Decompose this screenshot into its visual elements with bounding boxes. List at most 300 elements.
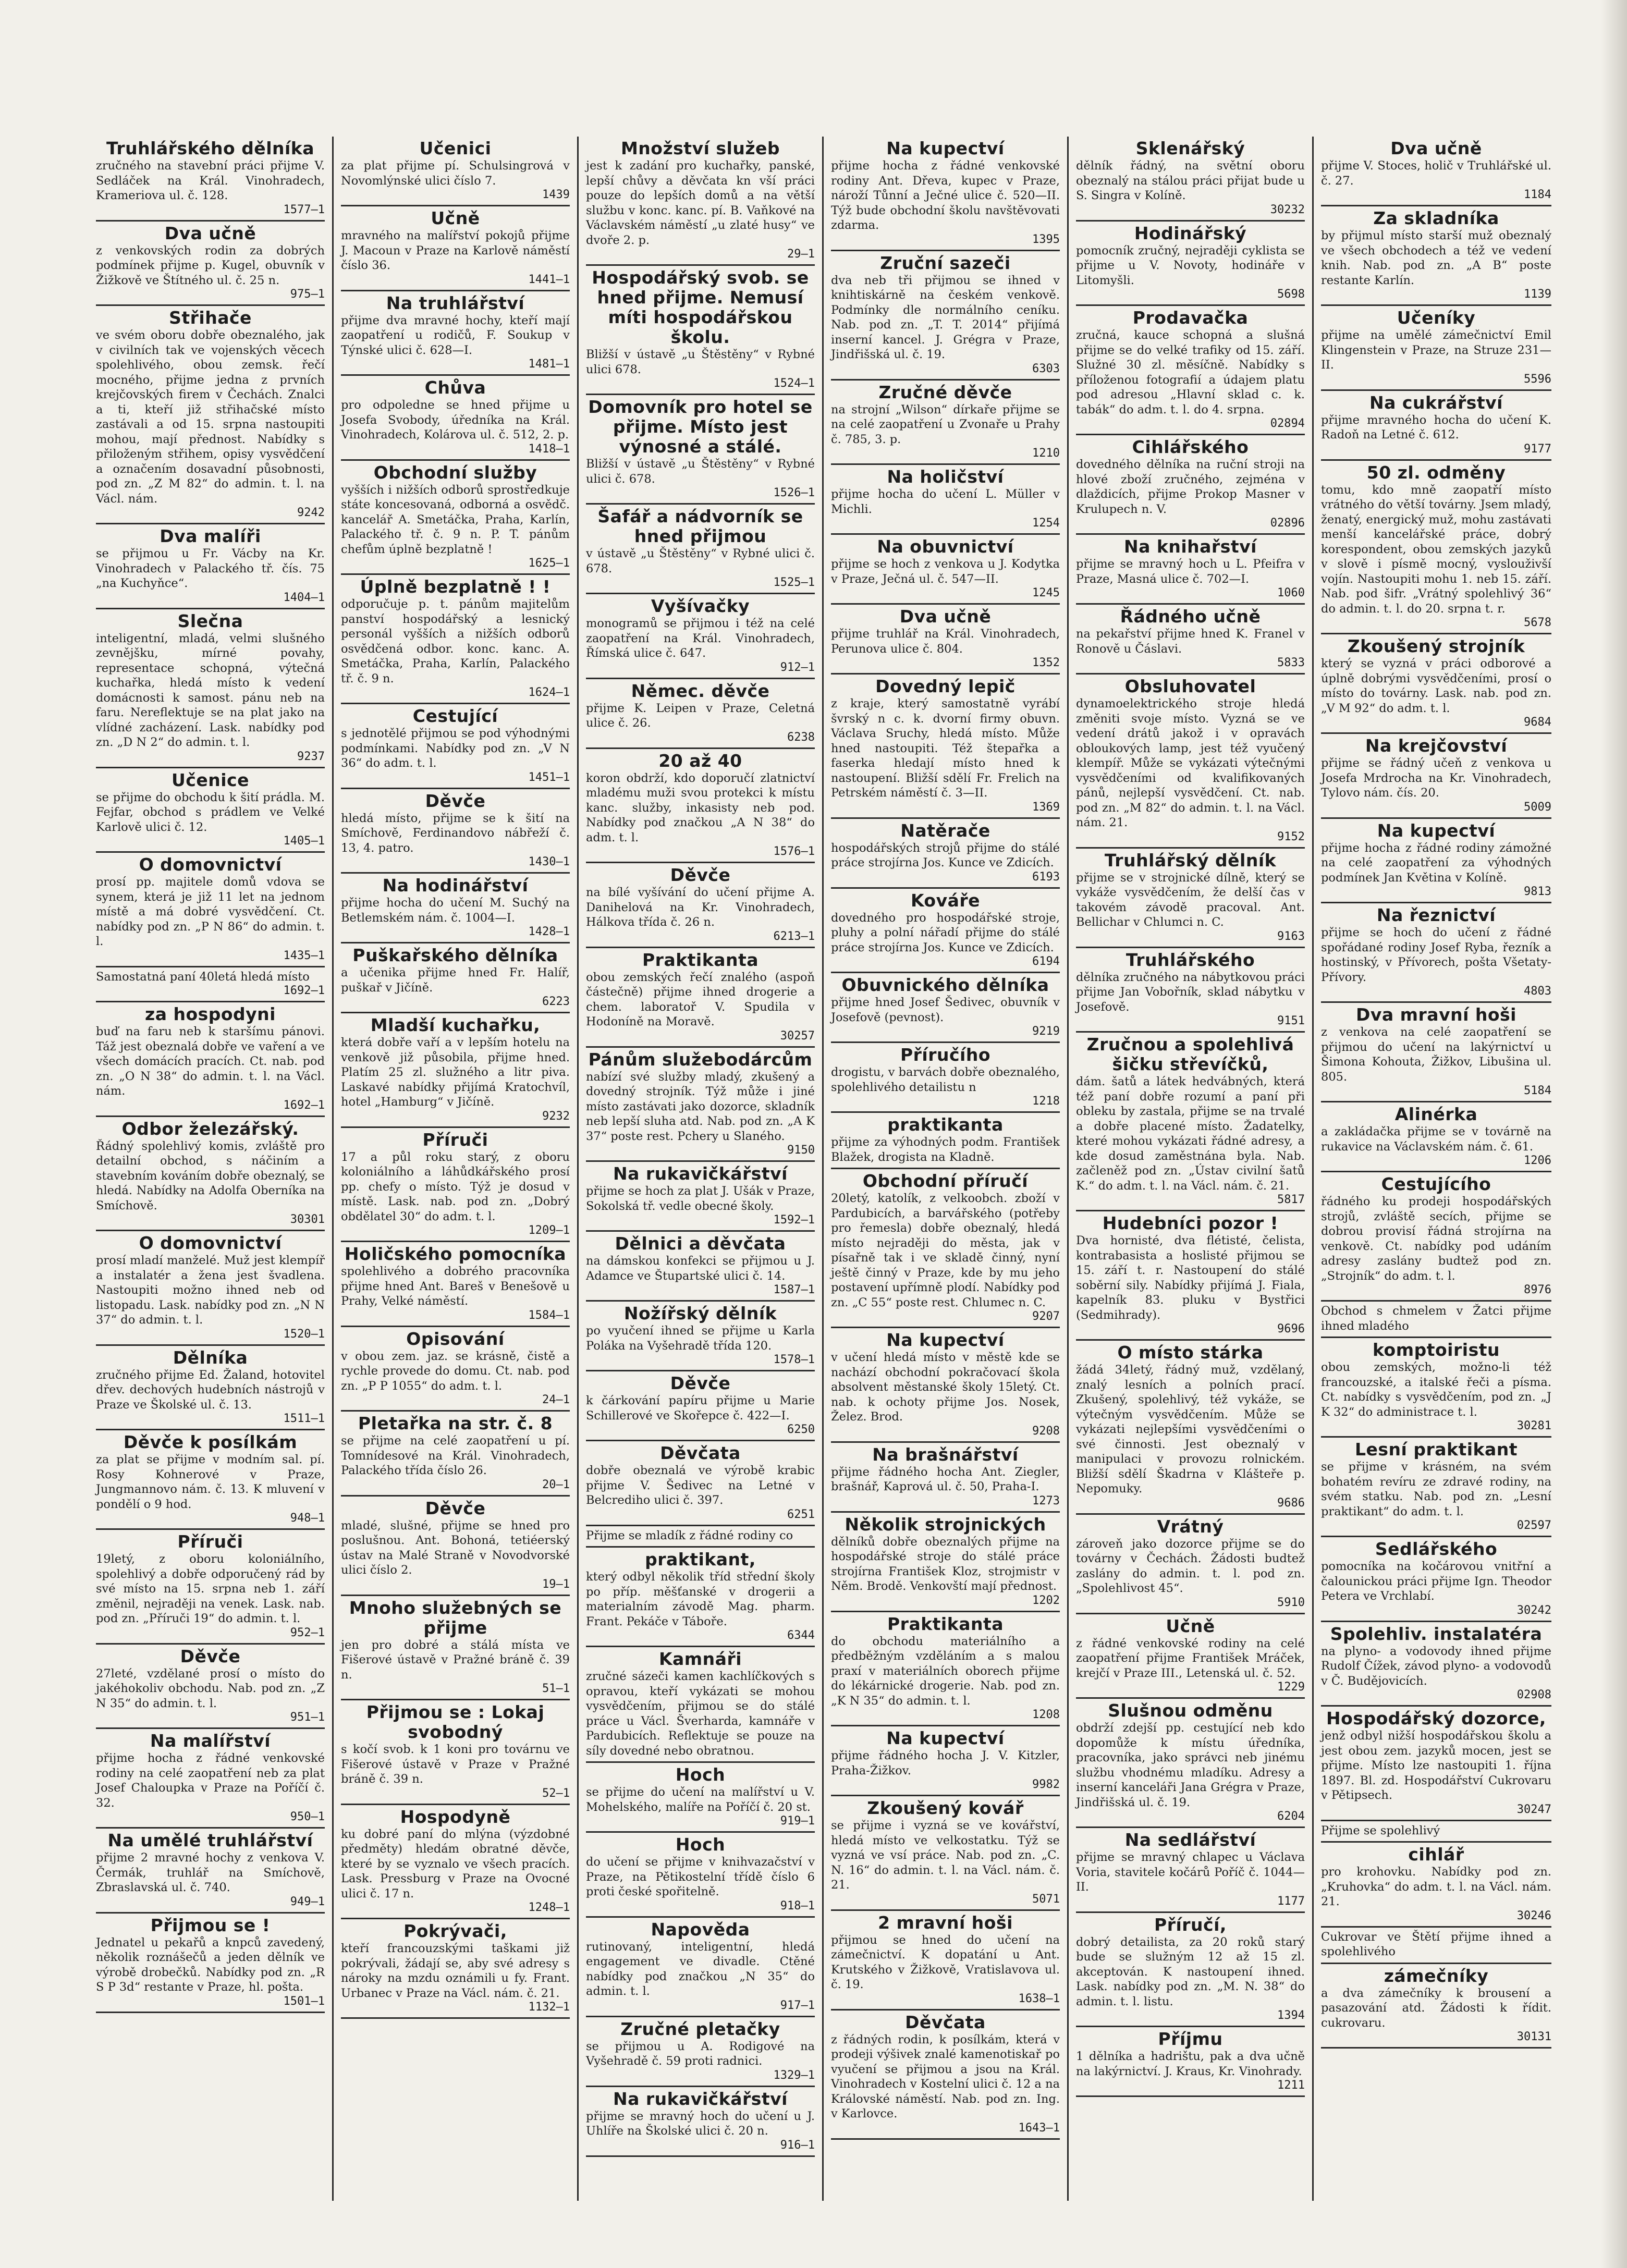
ad-text: obdrží zdejší pp. cestující neb kdo dopomůže k místu úředníka, pracovníka, jako správci neb jinému službu vhodnému mladíku. Adresy a inserní kanceláři Jana Grégra v Praze, Jindřišská ul. č. 19.	[1076, 1721, 1305, 1809]
ad-heading: Slečna	[177, 610, 243, 631]
ad-heading: Učeníky	[1397, 308, 1476, 328]
classified-ad	[96, 609, 325, 768]
ad-reference-number: 9232	[542, 1109, 570, 1123]
ad-reference-number: 9684	[1524, 716, 1551, 729]
ad-reference-number: 1587—1	[773, 1283, 815, 1296]
ad-reference-number: 6250	[787, 1423, 815, 1436]
column-3	[579, 137, 824, 2201]
classified-ad	[1321, 1537, 1551, 1622]
ad-text: se přijme do obchodu k šití prádla. M. Fejfar, obchod s prádlem ve Velké Karlově ulici č. 12.	[96, 790, 325, 834]
ad-heading: Přijmou se : Lokaj svobodný	[366, 1702, 545, 1742]
classified-ad	[831, 251, 1060, 381]
ad-text: která dobře vaří a v lepším hotelu na venkově již působila, přijme hned. Platím 25 zl. služného a litr piva. Laskavé nabídky přijímá Kratochvíl, hotel „Hamburg“ v Jičíně.	[341, 1036, 570, 1109]
ad-reference-number: 9696	[1277, 1322, 1305, 1335]
ad-reference-number: 1329—1	[773, 2068, 815, 2082]
classified-ad	[586, 1371, 815, 1441]
ad-reference-number: 9219	[1032, 1025, 1060, 1038]
ad-heading: Řádného učně	[1120, 606, 1261, 627]
ad-text: monogramů se přijmou i též na celé zaopatření na Král. Vinohradech, Římská ulice č. 647.	[586, 617, 815, 660]
classified-ad	[341, 1596, 570, 1701]
ad-reference-number: 1501—1	[283, 1994, 325, 2008]
ad-heading: Děvče	[425, 1498, 486, 1518]
classified-ad	[341, 1497, 570, 1596]
ad-reference-number: 9686	[1277, 1496, 1305, 1510]
ad-text: pomocníka na kočárovou vnitřní a čalounickou práci přijme Ign. Theodor Petera ve Vrchlabí.	[1321, 1560, 1551, 1603]
ad-reference-number: 6204	[1277, 1810, 1305, 1823]
classified-ad	[1321, 1438, 1551, 1537]
ad-reference-number: 1208	[1032, 1708, 1060, 1721]
classified-ad	[1076, 535, 1305, 605]
ad-reference-number: 917—1	[780, 1999, 815, 2012]
ad-text: kteří francouzskými taškami již pokrývali, žádají se, aby své adresy s nároky na mzdu oznámili u fy. Frant. Urbanec v Praze na Václ. nám. č. 21.	[341, 1942, 570, 2000]
classified-ad	[341, 1327, 570, 1412]
ad-reference-number: 6303	[1032, 362, 1060, 375]
ad-text: Přijme se spolehlivý	[1321, 1823, 1440, 1837]
ad-reference-number: 1511—1	[283, 1412, 325, 1425]
ad-reference-number: 1625—1	[528, 557, 570, 570]
ad-heading: Zkoušený kovář	[867, 1798, 1024, 1818]
classified-ad	[1076, 306, 1305, 435]
ad-text: přijme řádného hocha J. V. Kitzler, Praha-Žižkov.	[831, 1749, 1060, 1777]
classified-ad	[1076, 1828, 1305, 1913]
ad-heading: Na krejčovství	[1365, 735, 1508, 756]
ad-reference-number: 02894	[1270, 417, 1305, 430]
ad-text: k čárkování papíru přijme u Marie Schillerové ve Skořepce č. 422—I.	[586, 1394, 815, 1423]
ad-heading: Hospodyně	[400, 1806, 511, 1827]
ad-text: odporučuje p. t. pánům majitelům panství hospodářský a lesnický personál vyšších a nižších odborů osvědčená odbor. konc. kanc. A. Smetáčka, Praha, Karlín, Palackého tř. č. 9 n.	[341, 597, 570, 685]
ad-heading: Pánům služebodárcům	[588, 1049, 813, 1070]
classified-ad	[341, 137, 570, 206]
ad-text: hledá místo, přijme se k šití na Smíchově, Ferdinandovo nábřeží č. 13, 4. patro.	[341, 811, 570, 855]
ad-text: za plat přijme pí. Schulsingrová v Novomlýnské ulici číslo 7.	[341, 159, 570, 188]
classified-ad	[1076, 948, 1305, 1033]
ad-reference-number: 9163	[1277, 929, 1305, 943]
ad-text: přijme se mravný hoch do učení u J. Uhlíře na Školské ulici č. 20 n.	[586, 2109, 815, 2138]
ad-heading: Obuvnického dělníka	[841, 975, 1049, 995]
ad-heading: Dělnici a děvčata	[615, 1233, 786, 1254]
classified-ad	[586, 948, 815, 1048]
ad-text: se přijme v krásném, na svém bohatém revíru ze zdravé rodiny, na svém statku. Nab. pod zn. „Lesní praktikant“ do adm. t. l.	[1321, 1460, 1551, 1518]
ad-reference-number: 919—1	[780, 1815, 815, 1828]
ad-heading: Mladší kuchařku,	[370, 1015, 541, 1035]
ad-reference-number: 918—1	[780, 1899, 815, 1913]
ad-reference-number: 6238	[787, 730, 815, 744]
ad-heading: Pletařka na str. č. 8	[358, 1413, 553, 1433]
classified-ad	[1076, 605, 1305, 675]
ad-heading: Děvčata	[660, 1443, 741, 1463]
column-4	[824, 137, 1069, 2201]
ad-text: dva neb tři přijmou se ihned v knihtiskárně na českém venkově. Podmínky dle normálního ceníku. Nab. pod zn. „T. T. 2014“ přijímá inserní kancel. J. Grégra v Praze, Jindřišská ul. č. 19.	[831, 273, 1060, 361]
ad-text: v ústavě „u Štěstěny“ v Rybné ulici č. 678.	[586, 547, 815, 575]
ad-reference-number: 1132—1	[528, 2001, 570, 2014]
ad-text: se přijmou u A. Rodigové na Vyšehradě č. 59 proti radnici.	[586, 2039, 815, 2068]
ad-heading: 20 až 40	[658, 750, 742, 771]
ad-text: a zakládačka přijme se v továrně na rukavice na Václavském nám. č. 61.	[1321, 1125, 1551, 1154]
ad-text: v učení hledá místo v městě kde se nachází obchodní pokračovací škola absolvent městanské školy 15letý. Ct. nab. k ochoty přijme Jos. Nosek, Želez. Brod.	[831, 1351, 1060, 1424]
ad-reference-number: 51—1	[542, 1682, 570, 1695]
ad-reference-number: 9982	[1032, 1778, 1060, 1791]
ad-text: po vyučení ihned se přijme u Karla Poláka na Vyšehradě třída 120.	[586, 1324, 815, 1353]
ad-reference-number: 02896	[1270, 517, 1305, 530]
ad-heading: Na řeznictví	[1376, 905, 1496, 925]
classified-ad	[586, 1048, 815, 1162]
ad-text: zručného na stavební práci přijme V. Sedláček na Král. Vinohradech, Krameriova ul. č. 128.	[96, 159, 325, 202]
classified-ad	[96, 1117, 325, 1232]
ad-text: z řádné venkovské rodiny na celé zaopatření přijme František Mráček, krejčí v Praze III., Letenská ul. č. 52.	[1076, 1636, 1305, 1680]
ad-text: se přijme i vyzná se ve kovářství, hledá místo ve velkostatku. Týž se vyzná ve vsí práce. Nab. pod zn. „C. N. 16“ do admin. t. l. na Václ. nám. č. 21.	[831, 1819, 1060, 1892]
ad-text: Obchod s chmelem v Žatci přijme ihned mladého	[1321, 1304, 1551, 1333]
ad-heading: Přijmou se !	[150, 1915, 271, 1935]
ad-text: s kočí svob. k 1 koni pro továrnu ve Fišerové ústavě v Praze v Pražné bráně č. 39 n.	[341, 1743, 570, 1786]
ad-heading: Šafář a nádvorník se hned přijmou	[597, 506, 803, 546]
ad-text: přijme za výhodných podm. František Blažek, drogista na Kladně.	[831, 1135, 1060, 1164]
ad-text: jen pro dobré a stálá místa ve Fišerové ústavě v Pražné bráně č. 39 n.	[341, 1638, 570, 1682]
ad-text: 19letý, z oboru koloniálního, spolehlivý a dobře odporučený rád by své místo na 15. srpna neb 1. září změnil, nejraději na venek. Lask. nab. pod zn. „Příruči 19“ do admin. t. l.	[96, 1552, 325, 1625]
classified-ad	[1321, 734, 1551, 819]
ad-heading: za hospodyni	[144, 1004, 276, 1024]
ad-heading: Praktikanta	[642, 949, 759, 970]
ad-heading: cihlář	[1408, 1844, 1464, 1865]
ad-reference-number: 52—1	[542, 1786, 570, 1800]
classified-ad	[1321, 1928, 1551, 1964]
classified-ad	[96, 1002, 325, 1117]
ad-reference-number: 02597	[1516, 1519, 1551, 1532]
ad-reference-number: 30281	[1516, 1419, 1551, 1432]
classified-ad	[831, 1113, 1060, 1169]
ad-text: mravného na malířství pokojů přijme J. Macoun v Praze na Karlově náměstí číslo 36.	[341, 229, 570, 272]
classified-ad	[1321, 903, 1551, 1003]
ad-heading: praktikanta	[887, 1114, 1004, 1135]
classified-ad	[96, 1346, 325, 1431]
ad-heading: Truhlářský dělník	[1104, 850, 1277, 871]
ad-text: řádného ku prodeji hospodářských strojů, zvláště secích, přijme se dobrou provisí řádná strojírna na venkově. Ct. nabídky pod udáním adresy zaslány budtež pod zn. „Strojník“ do adm. t. l.	[1321, 1195, 1551, 1283]
classified-ad	[586, 1526, 815, 1548]
ad-reference-number: 1692—1	[283, 984, 325, 997]
classified-ad	[586, 1232, 815, 1302]
ad-text: se přijmou u Fr. Vácby na Kr. Vinohradech v Palackého tř. čís. 75 „na Kuchyňce“.	[96, 547, 325, 590]
ad-heading: Děvče	[670, 865, 731, 885]
ad-text: Přijme se mladík z řádné rodiny co	[586, 1528, 793, 1542]
ad-heading: Na kupectví	[886, 1330, 1005, 1350]
ad-reference-number: 30242	[1516, 1603, 1551, 1617]
classified-ad	[96, 1729, 325, 1829]
ad-reference-number: 916—1	[780, 2138, 815, 2152]
classified-ad	[1321, 1964, 1551, 2049]
ad-text: a učenika přijme hned Fr. Halíř, puškař v Jičíně.	[341, 966, 570, 995]
ad-heading: Děvče	[670, 1373, 731, 1393]
ad-reference-number: 1435—1	[283, 949, 325, 962]
ad-heading: Obsluhovatel	[1124, 676, 1256, 696]
ad-heading: Mnoho služebných se přijme	[349, 1597, 562, 1638]
ad-text: dělník řádný, na světní oboru obeznalý na stálou práci přijat bude u S. Singra v Kolíně.	[1076, 159, 1305, 202]
ad-reference-number: 975—1	[290, 288, 325, 301]
ad-reference-number: 9237	[297, 750, 325, 763]
ad-heading: Zručnou a spolehlivá šičku střevíčků,	[1086, 1034, 1294, 1074]
ad-text: na dámskou konfekci se přijmou u J. Adamce ve Štupartské ulici č. 14.	[586, 1254, 815, 1283]
ad-text: přijme se mravný chlapec u Václava Voria, stavitele kočárů Poříč č. 1044—II.	[1076, 1850, 1305, 1894]
ad-reference-number: 02908	[1516, 1688, 1551, 1701]
classified-ad	[1321, 819, 1551, 904]
classified-ad	[341, 874, 570, 943]
ad-reference-number: 30301	[290, 1213, 325, 1226]
ad-reference-number: 30232	[1270, 203, 1305, 216]
ad-reference-number: 1520—1	[283, 1327, 325, 1341]
classified-ad	[586, 863, 815, 948]
classified-ad	[96, 853, 325, 967]
classified-ad	[96, 1530, 325, 1645]
ad-text: Bližší v ústavě „u Štěstěny“ v Rybné ulici č. 678.	[586, 457, 815, 486]
ad-text: a dva zámečníky k brousení a pasazování atd. Žádosti k řídit. cukrovaru.	[1321, 1986, 1551, 2030]
ad-heading: Příruči	[177, 1531, 243, 1552]
ad-reference-number: 1643—1	[1018, 2121, 1060, 2135]
classified-ad	[586, 594, 815, 679]
ad-text: 27leté, vzdělané prosí o místo do jakéhokoliv obchodu. Nab. pod zn. „Z N 35“ do admin. t. l.	[96, 1666, 325, 1710]
ad-heading: Hoch	[675, 1764, 726, 1785]
ad-text: přijme dva mravné hochy, kteří mají zaopatření u rodičů, F. Soukup v Týnské ulici č. 628—I.	[341, 313, 570, 357]
classified-ad	[831, 535, 1060, 605]
ad-reference-number: 1206	[1524, 1154, 1551, 1167]
ad-text: přijme hocha z řádné rodiny zámožné na celé zaopatření za výhodných podmínek Jan Květina v Kolíně.	[1321, 841, 1551, 885]
ad-reference-number: 6344	[787, 1629, 815, 1642]
ad-heading: Puškařského dělníka	[352, 945, 558, 965]
ad-reference-number: 9242	[297, 506, 325, 519]
ad-reference-number: 8976	[1524, 1283, 1551, 1296]
ad-heading: Kováře	[910, 890, 981, 911]
classified-ad	[1076, 1515, 1305, 1614]
ad-text: se přijme do učení na malířství u V. Mohelského, malíře na Poříčí č. 20 st.	[586, 1785, 815, 1814]
ad-text: 17 a půl roku starý, z oboru koloniálního a láhůdkářského prosí pp. chefy o místo. Týž je dosud v místě. Lask. nab. pod zn. „Dobrý obdělatel 30“ do adm. t. l.	[341, 1150, 570, 1223]
ad-heading: Příruči	[422, 1129, 488, 1150]
classified-ad	[831, 1612, 1060, 1727]
ad-text: který odbyl několik tříd střední školy po příp. měšťanské v drogerii a materialním závodě Mag. pharm. Frant. Pekáče v Táboře.	[586, 1570, 815, 1628]
ad-text: dělníka zručného na nábytkovou práci přijme Jan Vobořník, sklad nábytku v Josefově.	[1076, 970, 1305, 1014]
classified-ad	[1321, 306, 1551, 391]
ad-text: Samostatná paní 40letá hledá místo	[96, 970, 310, 984]
ad-reference-number: 951—1	[290, 1711, 325, 1724]
ad-text: dobře obeznalá ve výrobě krabic přijme V. Šedivec na Letné v Belcrediho ulici č. 397.	[586, 1464, 815, 1507]
ad-reference-number: 1577—1	[283, 203, 325, 216]
classified-ad	[586, 679, 815, 749]
classified-ad	[341, 1242, 570, 1327]
classified-ad	[586, 395, 815, 505]
classified-ad	[1076, 849, 1305, 948]
classified-ad	[1321, 391, 1551, 461]
ad-reference-number: 1405—1	[283, 835, 325, 848]
ad-text: by přijmul místo starší muž obeznalý ve všech obchodech a též ve vedení knih. Nab. pod zn. „A B“ poste restante Karlín.	[1321, 229, 1551, 287]
ad-heading: Domovník pro hotel se přijme. Místo jest výnosné a stálé.	[588, 397, 813, 457]
ad-text: z kraje, který samostatně vyrábí švrský n c. k. dvorní firmy obuvn. Václava Sruchy, hledá místo. Může hned nastoupiti. Též štepařka a faserka hledají místo hned k nastoupení. Bližší sdělí Fr. Frelich na Petrském náměstí č. 3—II.	[831, 697, 1060, 800]
classified-ad	[1321, 634, 1551, 734]
ad-reference-number: 1418—1	[528, 442, 570, 456]
ad-text: se přijme na celé zaopatření u pí. Tomnídesové na Král. Vinohradech, Palackého třída číslo 26.	[341, 1434, 570, 1477]
ad-heading: Zruční sazeči	[880, 252, 1011, 273]
ad-heading: Holičského pomocníka	[344, 1244, 567, 1264]
ad-heading: O místo stárka	[1117, 1342, 1264, 1363]
ad-reference-number: 1209—1	[528, 1224, 570, 1237]
ad-heading: Slušnou odměnu	[1108, 1700, 1273, 1721]
ad-reference-number: 1369	[1032, 800, 1060, 814]
ad-heading: O domovnictví	[139, 854, 282, 875]
classified-ad	[96, 1914, 325, 2013]
ad-heading: Němec. děvče	[631, 680, 770, 701]
classified-ad	[96, 524, 325, 609]
ad-heading: Učenici	[419, 138, 492, 158]
ad-heading: Hudebníci pozor !	[1102, 1213, 1279, 1233]
classified-ad	[831, 381, 1060, 465]
classified-ad	[1076, 435, 1305, 535]
classified-ad	[1076, 1033, 1305, 1211]
classified-ad	[831, 605, 1060, 675]
ad-text: buď na faru neb k staršímu pánovi. Táž jest obeznalá dobře ve vaření a ve všech domácích pracích. Ct. nab. pod zn. „O N 38“ do admin. t. l. na Václ. nám.	[96, 1025, 325, 1098]
ad-text: dělníků dobře obeznalých přijme na hospodářské stroje do stálé práce strojírna František Kloz, strojmistr v Něm. Brodě. Venkovští mají přednost.	[831, 1535, 1060, 1593]
ad-text: za plat se přijme v modním sal. pí. Rosy Kohnerové v Praze, Jungmannovo nám. č. 13. K mluvení v pondělí o 9 hod.	[96, 1453, 325, 1511]
ad-reference-number: 9150	[787, 1144, 815, 1157]
ad-text: Jednatel u pekařů a knpců zavedený, několik roznášečů a jeden dělník ve výrobě drobečků. Nabídky pod zn. „R S P 3d“ restante v Praze, hl. pošta.	[96, 1935, 325, 1994]
ad-reference-number: 1526—1	[773, 486, 815, 499]
classified-ad	[1076, 2027, 1305, 2097]
classified-ad	[831, 2010, 1060, 2140]
ad-heading: Hospodářský svob. se hned přijme. Nemusí míti hospodářskou školu.	[592, 267, 809, 347]
ad-text: Řádný spolehlivý komis, zvláště pro detailní obchod, s náčiním a stavebním kováním dobře obeznalý, se hledá. Nabídky na Adolfa Oberníka na Smíchově.	[96, 1139, 325, 1212]
classified-ad	[1321, 1622, 1551, 1707]
ad-text: přijme hned Josef Šedivec, obuvník v Josefově (pevnost).	[831, 996, 1060, 1024]
ad-heading: Chůva	[424, 377, 486, 398]
ad-text: z řádných rodin, k posílkám, která v prodeji výšivek znalé kamenotiskař po vyučení se přijmou a jsou na Král. Vinohradech v Kostelní ulici č. 12 a na Královské náměstí. Nab. pod zn. Ing. v Karlovce.	[831, 2032, 1060, 2120]
ad-reference-number: 1404—1	[283, 591, 325, 604]
ad-text: přijme 2 mravné hochy z venkova V. Čermák, truhlář na Smíchově, Zbraslavská ul. č. 740.	[96, 1851, 325, 1894]
ad-heading: Úplně bezplatně ! !	[360, 577, 551, 597]
ad-text: přijme se řádný učeň z venkova u Josefa Mrdrocha na Kr. Vinohradech, Tylovo nám. čís. 20.	[1321, 756, 1551, 800]
ad-heading: Na sedlářství	[1124, 1830, 1256, 1850]
ad-reference-number: 1624—1	[528, 686, 570, 699]
ad-heading: Na rukavičkářství	[613, 1163, 788, 1184]
ad-heading: Na umělé truhlářství	[107, 1830, 313, 1850]
ad-heading: Na malířství	[150, 1731, 271, 1751]
ad-text: který se vyzná v práci odborové a úplně dobrými vysvědčeními, prosí o místo do továrny. Lask. nab. pod zn. „V M 92“ do adm. t. l.	[1321, 657, 1551, 715]
ad-reference-number: 1481—1	[528, 358, 570, 371]
ad-heading: Cihlářského	[1132, 437, 1249, 457]
ad-text: obou zemských řečí znalého (aspoň částečně) přijme ihned drogerie a chem. laboratoř V. Spudila v Hodoníně na Moravě.	[586, 970, 815, 1028]
ad-heading: Truhlářského dělníka	[106, 138, 315, 158]
ad-heading: Na obuvnictví	[877, 536, 1014, 557]
classified-ad	[341, 575, 570, 704]
ad-reference-number: 1395	[1032, 232, 1060, 246]
ad-heading: Příručí,	[1154, 1914, 1227, 1935]
ad-text: 20letý, katolík, z velkoobch. zboží v Pardubicích, a barvářského (potřeby pro řemesla) dobře obeznalý, hledá místo nejraději do města, jak v písařně tak i ve skladě činný, nyní ještě činný v Praze, kde by mu jeho postavení upřímně plodí. Nabídky pod zn. „C 55“ poste rest. Chlumec n. C.	[831, 1192, 1060, 1309]
ad-heading: Za skladníka	[1373, 208, 1499, 228]
ad-text: na pekařství přijme hned K. Franel v Ronově u Čáslavi.	[1076, 627, 1305, 656]
ad-text: dynamoelektrického stroje hledá změniti svoje místo. Vyzná se ve vedení drátů jakož i v opravách obloukových lamp, jest též vyučený klempíř. Může se vykázati výtečnými vysvědčeními od kvalifikovaných pánů, nejlepší vysvědčení. Ct. nab. pod zn. „M 82“ do admin. t. l. na Václ. nám. 21.	[1076, 697, 1305, 829]
classified-ad	[831, 819, 1060, 889]
ad-text: přijme se hoch z venkova u J. Kodytka v Praze, Ječná ul. č. 547—II.	[831, 557, 1060, 586]
ad-text: spolehlivého a dobrého pracovníka přijme hned Ant. Bareš v Benešově u Prahy, Velké náměstí.	[341, 1265, 570, 1308]
classified-ad	[1076, 1341, 1305, 1515]
ad-heading: Na hodinářství	[382, 875, 529, 896]
classified-ad	[831, 1796, 1060, 1911]
ad-text: přijme V. Stoces, holič v Truhlářské ul. č. 27.	[1321, 159, 1551, 188]
ad-text: přijme se hoch za plat J. Ušák v Praze, Sokolská tř. vedle obecné školy.	[586, 1184, 815, 1213]
classified-ad	[831, 889, 1060, 974]
classified-ad	[586, 266, 815, 395]
ad-reference-number: 1592—1	[773, 1213, 815, 1227]
ad-reference-number: 1638—1	[1018, 1992, 1060, 2005]
ad-text: z venkovských rodin za dobrých podmínek přijme p. Kugel, obuvník v Žižkově ve Štítného ul. č. 25 n.	[96, 243, 325, 287]
ad-heading: Dělníka	[173, 1347, 248, 1368]
ad-reference-number: 5817	[1277, 1193, 1305, 1206]
ad-heading: Opisování	[406, 1328, 505, 1349]
classified-ad	[1076, 1614, 1305, 1699]
ad-reference-number: 19—1	[542, 1577, 570, 1591]
ad-heading: Vrátný	[1157, 1516, 1224, 1537]
ad-text: přijme řádného hocha Ant. Ziegler, brašnář, Kaprová ul. č. 50, Praha-I.	[831, 1465, 1060, 1493]
classified-ad	[96, 768, 325, 853]
ad-reference-number: 1210	[1032, 447, 1060, 460]
classified-columns	[89, 137, 1559, 2201]
ad-heading: Dva učně	[899, 606, 992, 627]
ad-text: jenž odbyl nižší hospodářskou školu a jest obou zem. jazyků mocen, jest se přijme. Místo lze nastoupiti 1. října 1897. Bl. zd. Hospodářství Cukrovaru v Pětipsech.	[1321, 1729, 1551, 1802]
ad-heading: Spolehliv. instalatéra	[1330, 1623, 1543, 1644]
ad-reference-number: 9177	[1524, 442, 1551, 456]
classified-ad	[96, 967, 325, 1003]
ad-reference-number: 5833	[1277, 656, 1305, 669]
classified-ad	[341, 376, 570, 461]
ad-heading: Praktikanta	[887, 1613, 1004, 1634]
ad-heading: Děvčata	[905, 2012, 986, 2032]
ad-heading: Obchodní služby	[373, 462, 537, 483]
ad-text: nabízí své služby mladý, zkušený a dovedný strojník. Týž může i jiné místo zastávati jako dozorce, skladník neb lepší sluha atd. Nab. pod zn. „A K 37“ poste rest. Pchery u Slaného.	[586, 1070, 815, 1143]
classified-ad	[586, 1647, 815, 1763]
ad-heading: Děvče	[180, 1646, 241, 1666]
ad-reference-number: 6193	[1032, 870, 1060, 884]
ad-heading: Pokrývači,	[403, 1921, 507, 1941]
ad-reference-number: 948—1	[290, 1512, 325, 1525]
ad-reference-number: 1394	[1277, 2009, 1305, 2022]
ad-text: dám. šatů a látek hedvábných, která též paní dobře rozumí a paní při obleku by zastala, přijme se na trvalé a dobře placené místo. Žadatelky, které mohou vykázati řádné adresy, a kde dosud zaměstnána byla. Nab. začleněž pod zn. „Ústav civilní šatů K.“ do adm. t. l. na Václ. nám. č. 21.	[1076, 1075, 1305, 1193]
ad-text: přijme hocha z řádné venkovské rodiny na celé zaopatření neb za plat Josef Chaloupka v Praze na Poříčí č. 32.	[96, 1751, 325, 1810]
ad-reference-number: 9207	[1032, 1310, 1060, 1323]
ad-reference-number: 1692—1	[283, 1098, 325, 1112]
ad-reference-number: 30246	[1516, 1909, 1551, 1922]
ad-text: dovedného pro hospodářské stroje, pluhy a polní nářadí přijme do stálé práce strojírna Jos. Kunce ve Zdicích.	[831, 911, 1060, 954]
ad-reference-number: 6223	[542, 995, 570, 1008]
classified-ad	[1321, 1102, 1551, 1172]
ad-reference-number: 1441—1	[528, 273, 570, 286]
ad-heading: Na kupectví	[886, 138, 1005, 158]
ad-heading: Dva mravní hoši	[1355, 1004, 1516, 1025]
ad-heading: Natěrače	[900, 820, 990, 841]
ad-text: prosí pp. majitele domů vdova se synem, která je již 11 let na jednom místě a má dobré vysvědčení. Ct. nabídky pod zn. „P N 86“ do admin. t. l.	[96, 875, 325, 948]
ad-heading: Několik strojnických	[845, 1514, 1046, 1535]
ad-heading: Zručné děvče	[878, 382, 1012, 402]
ad-reference-number: 1584—1	[528, 1308, 570, 1322]
ad-text: koron obdrží, kdo doporučí zlatnictví mladému muži svou protekci k místu kanc. služby, inkasisty neb pod. Nabídky pod značkou „A N 38“ do adm. t. l.	[586, 771, 815, 844]
ad-text: přijme se v strojnické dílně, který se vykáže vysvědčením, že delší čas v takovém závodě pracoval. Ant. Bellichar v Chlumci n. C.	[1076, 871, 1305, 929]
ad-reference-number: 1576—1	[773, 845, 815, 858]
ad-text: do obchodu materiálního a předběžným vzděláním a s malou praxí v materiálních oborech přijme do lékárnické drogerie. Nab. pod zn. „K N 35“ do admin. t. l.	[831, 1634, 1060, 1708]
classified-ad	[1076, 222, 1305, 307]
ad-text: drogistu, v barvách dobře obeznalého, spolehlivého detailistu n	[831, 1065, 1060, 1094]
classified-ad	[96, 1829, 325, 1914]
ad-text: přijme mravného hocha do učení K. Radoň na Letné č. 612.	[1321, 413, 1551, 442]
classified-ad	[586, 1162, 815, 1232]
ad-heading: Zkoušený strojník	[1347, 636, 1525, 656]
classified-ad	[341, 704, 570, 789]
classified-ad	[1076, 137, 1305, 222]
ad-text: pro krohovku. Nabídky pod zn. „Kruhovka“ do adm. t. l. na Václ. nám. 21.	[1321, 1865, 1551, 1908]
classified-ad	[831, 973, 1060, 1043]
ad-text: přijme hocha do učení M. Suchý na Betlemském nám. č. 1004—I.	[341, 896, 570, 925]
ad-heading: Množství služeb	[620, 138, 780, 158]
